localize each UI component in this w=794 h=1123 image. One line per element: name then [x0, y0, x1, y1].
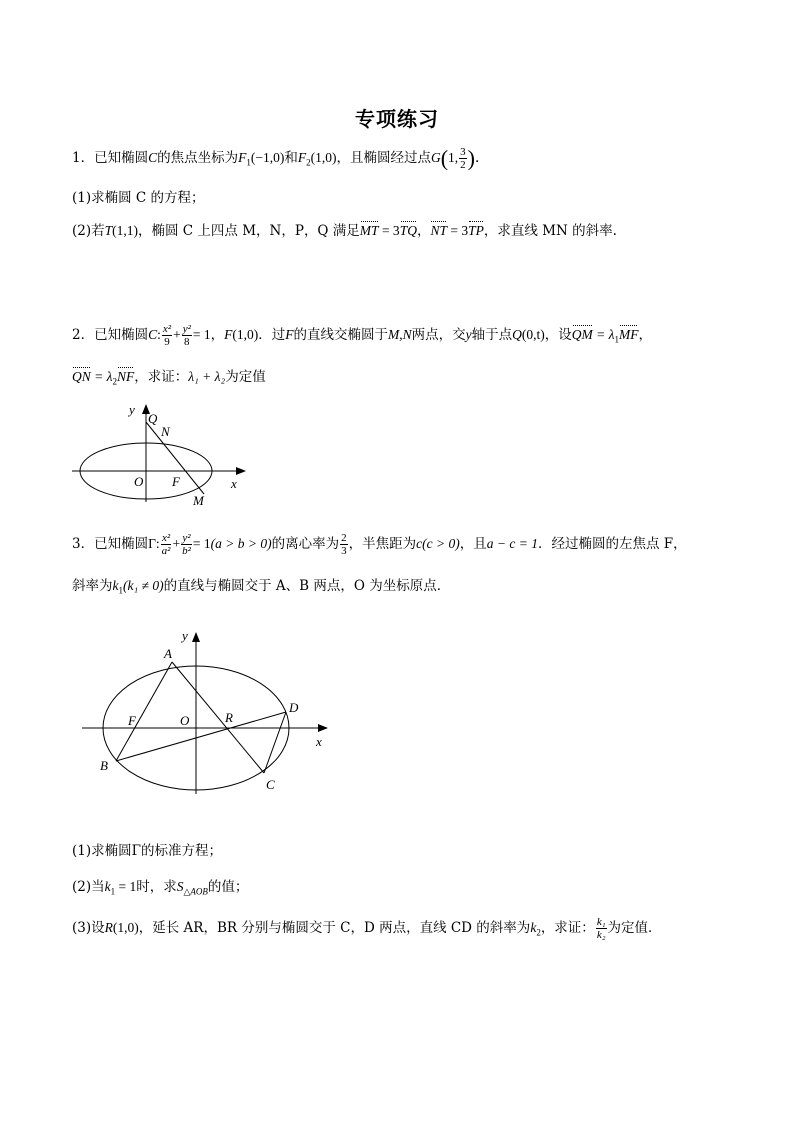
q3-statement: 3．已知椭圆Γ: $\frac{\text{x²}}{\text{a²}}$ + $\frac{\text{y²}}{\text{b²}}$ = 1(a > b > 0)的离心率为 $\frac{2}{3}$ ，半焦距为c(c > 0)，且a − c = 1．经过椭圆的左焦点 F，: [72, 532, 687, 557]
q2-label-N: N: [161, 424, 170, 439]
q1-statement: 1．已知椭圆C的焦点坐标为$F_1(-1,0)$和$F_2(1,0)$，且椭圆经过点G(1, $\frac{3}{2}$ ).: [72, 145, 480, 171]
page-title: 专项练习: [355, 107, 439, 131]
q2-statement: 2．已知椭圆C: $\frac{\text{x²}}{9}$ + $\frac{\text{y²}}{8}$ = 1，F(1,0)．过F的直线交椭圆于M,N两点，交y轴于点Q(0,t)，设QM = $\lambda_1MF$，: [72, 323, 652, 348]
q3-label-x: x: [316, 734, 322, 749]
q1-part2: (2)若T(1,1)，椭圆 C 上四点 M，N，P，Q 满足MT = 3TQ，NT = 3TP，求直线 MN 的斜率.: [72, 220, 617, 242]
q2-label-O: O: [134, 474, 144, 489]
q2-label-x: x: [231, 476, 237, 491]
q3-label-R: R: [225, 710, 233, 725]
q2-label-Q: Q: [148, 411, 158, 426]
q3-label-B: B: [100, 758, 108, 773]
q3-label-D: D: [289, 700, 299, 715]
q3-line-BD: [116, 712, 286, 761]
q3-part2: (2)当$k_1 = 1$时，求$S_{\triangle AOB}$的值；: [72, 879, 249, 897]
q3-part3: (3)设R(1,0)，延长 AR，BR 分别与椭圆交于 C，D 两点，直线 CD 的斜率为$k_2$，求证： $\frac{\text{k₁}}{\text{k₂}}$ 为定值．: [72, 916, 662, 941]
q3-label-y: y: [182, 628, 188, 643]
q3-part1: (1)求椭圆Γ的标准方程；: [72, 843, 222, 859]
q2-label-y: y: [129, 402, 135, 417]
q3-ellipse-figure: [78, 624, 338, 796]
q3-label-F: F: [128, 713, 136, 728]
q2-statement-cont: QN = $\lambda_2NF$，求证：λ₁ + λ₂为定值: [72, 366, 266, 393]
q2-ellipse-figure: [68, 398, 258, 510]
q1-part1: (1)求椭圆 C 的方程；: [72, 190, 205, 206]
q3-label-O: O: [180, 713, 190, 728]
q3-label-C: C: [266, 777, 275, 792]
q3-line-CD: [264, 712, 286, 773]
fraction-3-2: $\frac{3}{2}$: [460, 146, 466, 171]
q3-statement-cont: 斜率为$k_1(k_1 \ne 0)$的直线与椭圆交于 A、B 两点，O 为坐标原点．: [72, 578, 451, 596]
q2-label-F: F: [172, 474, 180, 489]
q3-y-arrow: [192, 632, 200, 642]
q2-x-arrow: [236, 467, 246, 475]
q3-label-A: A: [164, 646, 172, 661]
q3-x-arrow: [318, 724, 328, 732]
q2-label-M: M: [193, 493, 204, 508]
